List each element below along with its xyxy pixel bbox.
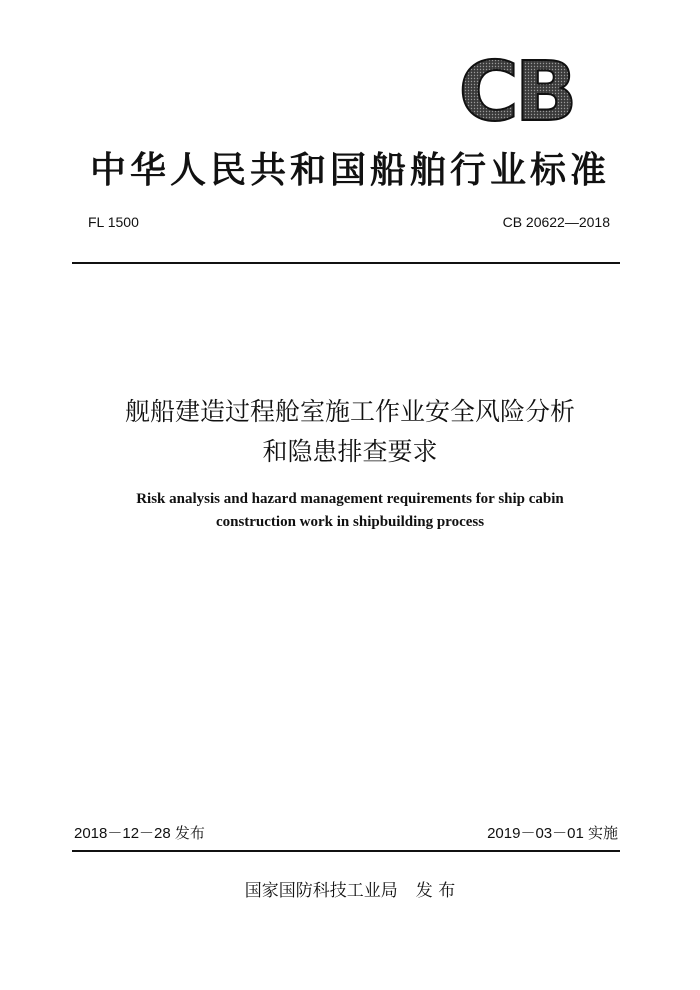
english-title-line-2: construction work in shipbuilding process [215,514,485,530]
issuer-action: 发 布 [415,881,456,901]
chinese-title-line-2: 和隐患排查要求 [262,437,438,466]
implementation-date: 2019－03－01 实施 [487,825,618,842]
standard-number: CB 20622—2018 [502,214,610,230]
issuer-line [0,876,700,901]
standard-category-title: 中华人民共和国船舶行业标准 [89,150,610,191]
cb-logo [446,56,586,126]
top-divider [72,262,620,264]
bottom-divider [72,850,620,852]
issuer-name: 国家国防科技工业局 [244,881,398,901]
cb-logo-text: CB [458,56,574,126]
release-date: 2018－12－28 发布 [74,825,205,842]
chinese-title-line-1: 舰船建造过程舱室施工作业安全风险分析 [124,397,575,426]
classification-code: FL 1500 [88,214,139,230]
english-title-line-1: Risk analysis and hazard management requirements for ship cabin [136,491,564,507]
